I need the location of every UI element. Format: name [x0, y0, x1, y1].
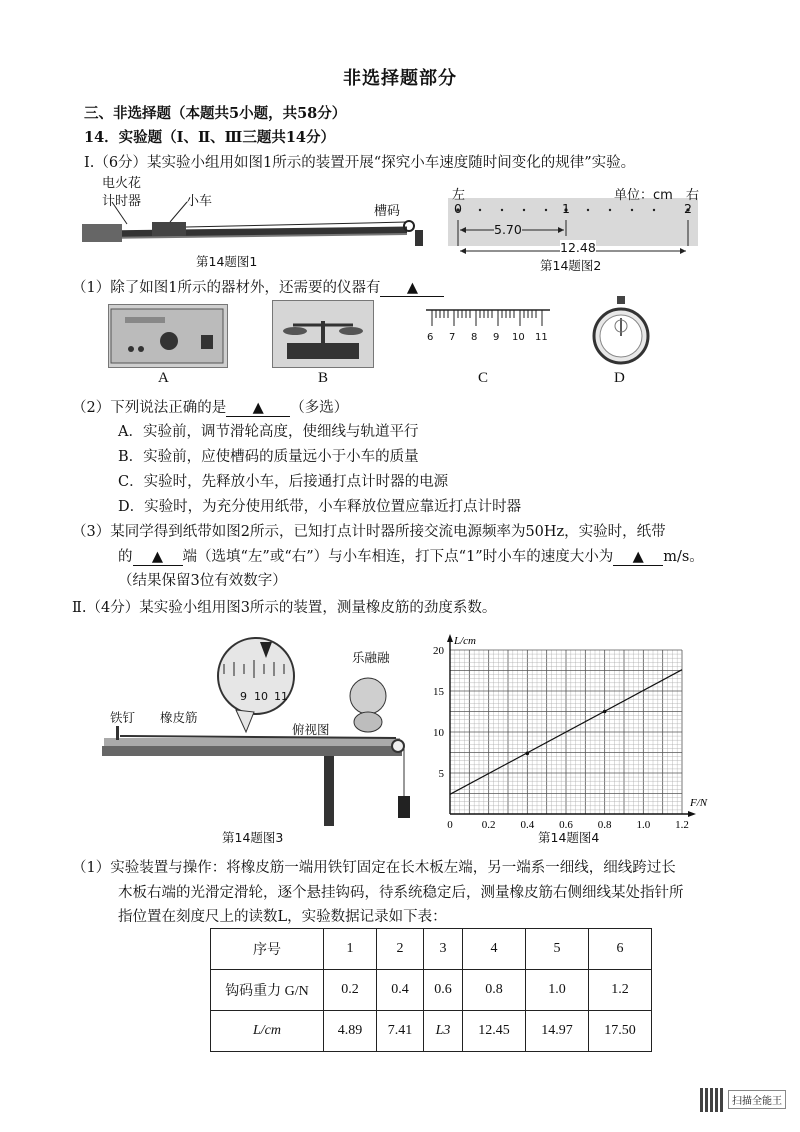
- zoom-digit-11: 11: [274, 690, 288, 703]
- x-tick-label: 0.6: [559, 819, 573, 831]
- figure-2-tape: [448, 198, 698, 246]
- scanner-badge: 扫描全能王: [728, 1090, 786, 1109]
- instrument-label-a: A: [158, 370, 169, 386]
- fig2-caption: 第14题图2: [540, 258, 602, 273]
- q2-option-b: B．实验前，应使槽码的质量远小于小车的质量: [118, 449, 419, 465]
- table-cell: 3: [424, 929, 463, 970]
- y-tick-label: 5: [438, 768, 444, 780]
- instrument-b-balance: [272, 300, 374, 368]
- x-tick-label: 0.2: [481, 819, 496, 831]
- q2-question: [72, 396, 348, 417]
- x-tick-label: 1.2: [675, 819, 689, 831]
- p2q1-line-1: （1）实验装置与操作：将橡皮筋一端用铁钉固定在长木板左端，另一端系一细线，细线跨过长: [72, 860, 676, 876]
- q3-line-3: （结果保留3位有效数字）: [118, 573, 287, 589]
- x-axis-label: F/N: [690, 797, 708, 809]
- x-tick-label: 0.4: [520, 819, 535, 831]
- ruler-tick-6: 6: [427, 332, 434, 343]
- table-cell: 6: [589, 929, 652, 970]
- label-timer-2: 计时器: [102, 194, 142, 209]
- table-row-index: [211, 929, 652, 970]
- tape-unit: 单位：cm: [614, 188, 673, 203]
- label-timer-1: 电火花: [102, 176, 142, 191]
- section-title: 非选择题部分: [343, 68, 457, 89]
- figure-4-chart: [420, 628, 708, 831]
- part3-heading: 三、非选择题（本题共5小题，共58分）: [84, 105, 347, 122]
- data-point: [526, 752, 530, 756]
- table-cell: L3: [424, 1011, 463, 1052]
- y-axis-label: L/cm: [454, 635, 476, 647]
- tape-tick-2: 2: [684, 201, 692, 216]
- label-top-view: 俯视图: [292, 722, 330, 737]
- q1-text: （1）除了如图1所示的器材外，还需要的仪器有: [72, 280, 381, 296]
- q2-option-d: D．实验时，为充分使用纸带，小车释放位置应靠近打点计时器: [118, 499, 522, 515]
- q2-option-c: C．实验时，先释放小车，后接通打点计时器的电源: [118, 474, 449, 490]
- table-row-label: 钩码重力 G/N: [211, 970, 324, 1011]
- q1-question: [72, 276, 444, 297]
- q2-note: （多选）: [290, 400, 349, 416]
- q2-option-a: A．实验前，调节滑轮高度，使细线与轨道平行: [118, 424, 419, 440]
- zoom-digit-9: 9: [240, 690, 247, 703]
- qr-code-icon: [700, 1088, 724, 1112]
- instrument-d-stopwatch: [586, 294, 656, 366]
- q3-text-c: m/s。: [663, 549, 704, 565]
- table-cell: 5: [526, 929, 589, 970]
- data-table: [210, 928, 652, 1052]
- table-cell: 4: [463, 929, 526, 970]
- y-axis-arrow: [447, 634, 453, 642]
- tape-distance-1: 5.70: [494, 222, 522, 237]
- fig3-caption: 第14题图3: [222, 830, 284, 845]
- label-car: 小车: [186, 194, 213, 209]
- ruler-tick-7: 7: [449, 332, 456, 343]
- chart-svg: [420, 628, 708, 831]
- tape-left: 左: [452, 188, 466, 203]
- q3-text-a: 的: [118, 549, 133, 565]
- instrument-label-d: D: [614, 370, 625, 386]
- x-tick-label: 1.0: [636, 819, 651, 831]
- table-cell: 4.89: [324, 1011, 377, 1052]
- ruler-tick-10: 10: [512, 332, 525, 343]
- table-cell: 17.50: [589, 1011, 652, 1052]
- y-tick-label: 15: [433, 686, 444, 698]
- q3-answer-blank-2[interactable]: ▲: [613, 549, 663, 566]
- part1-intro: Ⅰ.（6分）某实验小组用如图1所示的装置开展“探究小车速度随时间变化的规律”实验。: [84, 155, 636, 171]
- label-nail: 铁钉: [110, 710, 136, 725]
- x-axis-arrow: [688, 811, 696, 817]
- ruler-tick-9: 9: [493, 332, 500, 343]
- tape-distance-2: 12.48: [560, 240, 596, 255]
- table-row-label: L/cm: [211, 1011, 324, 1052]
- y-tick-label: 10: [433, 727, 444, 739]
- table-cell: 0.8: [463, 970, 526, 1011]
- ruler-tick-11: 11: [535, 332, 548, 343]
- q3-line-2: [118, 545, 704, 566]
- x-tick-label: 0: [447, 819, 453, 831]
- tape-tick-1: 1: [562, 201, 570, 216]
- tape-right: 右: [686, 188, 700, 203]
- fig1-caption: 第14题图1: [196, 254, 258, 269]
- q3-answer-blank-1[interactable]: ▲: [133, 549, 183, 566]
- stopwatch-icon: [586, 294, 656, 366]
- fig4-caption: 第14题图4: [538, 830, 600, 845]
- q3-line-1: （3）某同学得到纸带如图2所示，已知打点计时器所接交流电源频率为50Hz，实验时，纸带: [72, 524, 666, 540]
- table-cell: 1.0: [526, 970, 589, 1011]
- power-supply-icon: [109, 305, 227, 367]
- instrument-label-c: C: [478, 370, 489, 386]
- instrument-a-power-supply: [108, 304, 228, 368]
- table-cell: 12.45: [463, 1011, 526, 1052]
- label-band: 橡皮筋: [160, 710, 198, 725]
- q3-text-b: 端（选填“左”或“右”）与小车相连，打下点“1”时小车的速度大小为: [182, 549, 614, 565]
- p2q1-line-3: 指位置在刻度尺上的读数L，实验数据记录如下表：: [118, 909, 447, 925]
- ruler-tick-8: 8: [471, 332, 478, 343]
- q2-answer-blank[interactable]: ▲: [226, 400, 290, 417]
- x-tick-label: 0.8: [597, 819, 612, 831]
- table-cell: 0.6: [424, 970, 463, 1011]
- table-cell: 0.4: [377, 970, 424, 1011]
- label-weight: 槽码: [374, 204, 401, 219]
- table-cell: 1.2: [589, 970, 652, 1011]
- q2-text: （2）下列说法正确的是: [72, 400, 227, 416]
- part2-intro: Ⅱ.（4分）某实验小组用图3所示的装置，测量橡皮筋的劲度系数。: [72, 600, 497, 616]
- table-cell: 1: [324, 929, 377, 970]
- table-cell: 2: [377, 929, 424, 970]
- q14-heading: 14．实验题（Ⅰ、Ⅱ、Ⅲ三题共14分）: [84, 129, 336, 146]
- p2q1-line-2: 木板右端的光滑定滑轮，逐个悬挂钩码，待系统稳定后，测量橡皮筋右侧细线某处指针所: [118, 885, 684, 901]
- label-mascot: 乐融融: [352, 650, 390, 665]
- tape-tick-0: 0: [454, 201, 462, 216]
- table-row-length: [211, 1011, 652, 1052]
- ruler-icon: [424, 308, 552, 330]
- data-point: [603, 710, 607, 714]
- table-cell: 14.97: [526, 1011, 589, 1052]
- table-row-weight: [211, 970, 652, 1011]
- table-cell: 7.41: [377, 1011, 424, 1052]
- instrument-label-b: B: [318, 370, 329, 386]
- zoom-digit-10: 10: [254, 690, 268, 703]
- instrument-c-ruler: [424, 308, 552, 348]
- table-header-label: 序号: [211, 929, 324, 970]
- table-cell: 0.2: [324, 970, 377, 1011]
- y-tick-label: 20: [433, 645, 444, 657]
- q1-answer-blank[interactable]: ▲: [380, 280, 444, 297]
- balance-scale-icon: [273, 301, 373, 367]
